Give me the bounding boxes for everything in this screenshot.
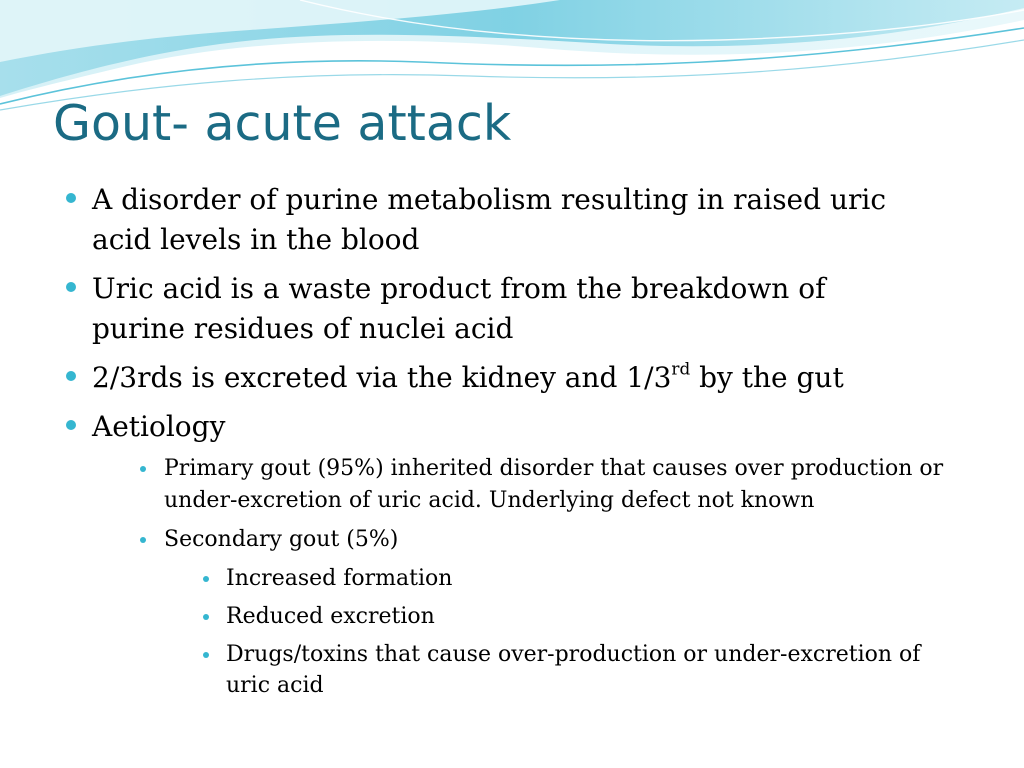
bullet-dot-icon (66, 420, 76, 430)
sub-sub-bullet-dot-icon (203, 652, 209, 658)
sub-sub-bullet-text: Drugs/toxins that cause over-production or under-excretion of uric acid (226, 642, 921, 698)
sub-sub-bullet-dot-icon (203, 614, 209, 620)
bullet-dot-icon (66, 371, 76, 381)
bullet-text (92, 358, 844, 394)
slide-title: Gout- acute attack (53, 95, 512, 152)
sub-sub-bullet-text: Reduced excretion (226, 604, 435, 629)
sub-bullet-item (0, 524, 1024, 556)
sub-sub-bullet-item (0, 563, 1024, 594)
sub-sub-bullet-dot-icon (203, 576, 209, 582)
bullet-list (0, 180, 1024, 708)
sub-bullet-text: Secondary gout (5%) (164, 527, 399, 552)
sub-sub-bullet-text: Increased formation (226, 566, 453, 591)
sub-sub-bullet-item (0, 601, 1024, 632)
sub-bullet-dot-icon (140, 537, 146, 543)
bullet-text-part: 2/3rds is excreted via the kidney and 1/3 (92, 361, 672, 394)
bullet-dot-icon (66, 282, 76, 292)
bullet-text: Aetiology (92, 410, 226, 443)
sub-sub-bullet-item (0, 639, 1024, 701)
bullet-dot-icon (66, 193, 76, 203)
bullet-item (0, 180, 1024, 260)
bullet-text: A disorder of purine metabolism resulting in raised uric acid levels in the blood (92, 183, 887, 256)
sub-bullet-text: Primary gout (95%) inherited disorder that causes over production or under-excretion of uric acid. Underlying defect not known (164, 456, 944, 513)
sub-bullet-dot-icon (140, 466, 146, 472)
superscript: rd (671, 358, 691, 379)
bullet-text: Uric acid is a waste product from the breakdown of purine residues of nuclei acid (92, 272, 826, 345)
bullet-item (0, 407, 1024, 447)
bullet-item (0, 269, 1024, 349)
sub-bullet-item (0, 453, 1024, 517)
bullet-item (0, 358, 1024, 398)
bullet-text-part: by the gut (690, 361, 844, 394)
